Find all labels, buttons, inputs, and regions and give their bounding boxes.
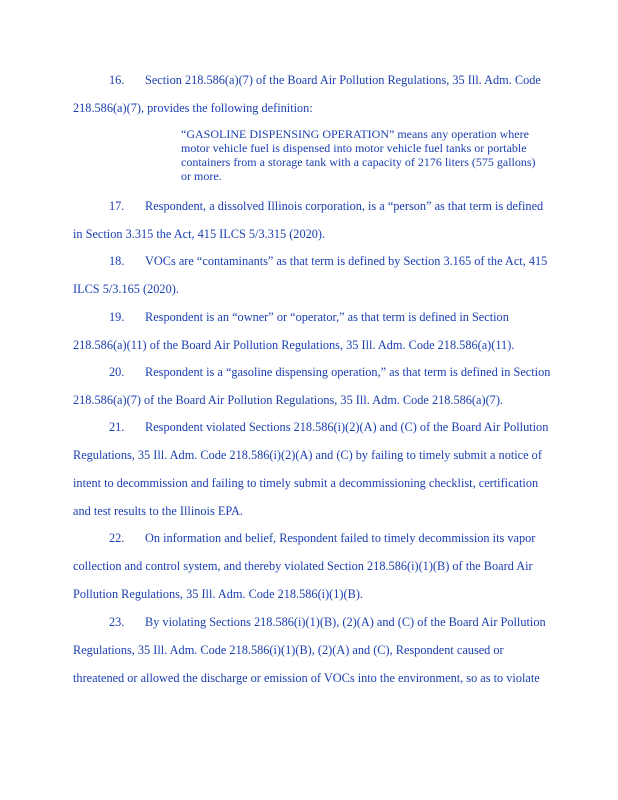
paragraph-line: 218.586(a)(7), provides the following definition: (73, 101, 313, 115)
paragraph-line: 218.586(a)(7) of the Board Air Pollution Regulations, 35 Ill. Adm. Code 218.586(a)(7). (73, 393, 503, 407)
paragraph-line: Section 218.586(a)(7) of the Board Air Pollution Regulations, 35 Ill. Adm. Code (145, 73, 541, 87)
paragraph-line: Respondent is a “gasoline dispensing operation,” as that term is defined in Section (145, 365, 551, 379)
paragraph-number: 17. (109, 199, 125, 213)
paragraph-line: Respondent violated Sections 218.586(i)(2)(A) and (C) of the Board Air Pollution (145, 420, 549, 434)
paragraph-number: 22. (109, 531, 125, 545)
paragraph-line: threatened or allowed the discharge or emission of VOCs into the environment, so as to violate (73, 671, 540, 685)
paragraph-line: Pollution Regulations, 35 Ill. Adm. Code 218.586(i)(1)(B). (73, 587, 363, 601)
paragraph-line: VOCs are “contaminants” as that term is defined by Section 3.165 of the Act, 415 (145, 254, 548, 268)
paragraph-number: 18. (109, 254, 125, 268)
paragraph-line: and test results to the Illinois EPA. (73, 504, 243, 518)
paragraph-line: intent to decommission and failing to timely submit a decommissioning checklist, certification (73, 476, 539, 490)
paragraph-line: On information and belief, Respondent failed to timely decommission its vapor (145, 531, 536, 545)
paragraph-number: 21. (109, 420, 125, 434)
paragraph-line: in Section 3.315 the Act, 415 ILCS 5/3.315 (2020). (73, 227, 326, 241)
paragraph-line: Regulations, 35 Ill. Adm. Code 218.586(i)(2)(A) and (C) by failing to timely submit a notice of (73, 448, 542, 462)
paragraph-line: Regulations, 35 Ill. Adm. Code 218.586(i)(1)(B), (2)(A) and (C), Respondent caused or (73, 643, 504, 657)
definition-quote: “GASOLINE DISPENSING OPERATION” means any operation where motor vehicle fuel is dispensed into motor vehicle fuel tanks or portable containers from a storage tank with a capacity of 2176 liters (575 gallons) or more. (181, 127, 536, 183)
paragraph-line: Respondent is an “owner” or “operator,” as that term is defined in Section (145, 310, 509, 324)
paragraph-line: By violating Sections 218.586(i)(1)(B), (2)(A) and (C) of the Board Air Pollution (145, 615, 546, 629)
paragraph-line: Respondent, a dissolved Illinois corporation, is a “person” as that term is defined (145, 199, 544, 213)
paragraph-line: collection and control system, and thereby violated Section 218.586(i)(1)(B) of the Board Air (73, 559, 533, 573)
paragraph-number: 19. (109, 310, 125, 324)
paragraph-number: 20. (109, 365, 125, 379)
paragraph-line: ILCS 5/3.165 (2020). (73, 282, 179, 296)
paragraph-line: 218.586(a)(11) of the Board Air Pollution Regulations, 35 Ill. Adm. Code 218.586(a)(11). (73, 338, 515, 352)
paragraph-number: 16. (109, 73, 125, 87)
paragraph-number: 23. (109, 615, 125, 629)
